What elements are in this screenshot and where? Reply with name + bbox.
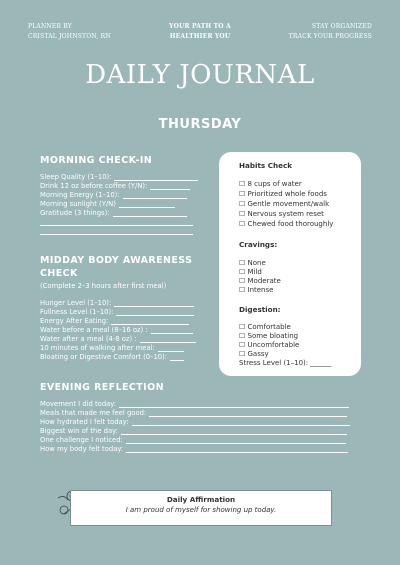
answer-line[interactable]: [113, 210, 187, 217]
answer-line[interactable]: [121, 428, 347, 435]
answer-line[interactable]: [151, 327, 193, 334]
day-label: THURSDAY: [158, 117, 242, 132]
midday-item[interactable]: Water before a meal (8–16 oz) :: [40, 326, 193, 334]
affirmation-text: I am proud of myself for showing up today.: [125, 506, 277, 514]
evening-item[interactable]: Biggest win of the day:: [40, 427, 347, 435]
craving-checkbox[interactable]: ☐ Mild: [239, 268, 262, 276]
evening-item[interactable]: How my body felt today:: [40, 445, 348, 453]
morning-item[interactable]: Gratitude (3 things):: [40, 209, 187, 217]
evening-item[interactable]: One challenge I noticed:: [40, 436, 346, 444]
stress-level-field[interactable]: Stress Level (1–10): ______: [239, 359, 332, 367]
cravings-title: Cravings:: [239, 240, 278, 249]
planner-credit: PLANNER BY CRISTAL JOHNSTON, RN: [28, 23, 111, 40]
answer-line[interactable]: [150, 183, 190, 190]
midday-section-title: MIDDAY BODY AWARENESS CHECK: [40, 255, 193, 279]
midday-item[interactable]: 10 minutes of walking after meal:: [40, 344, 184, 352]
habit-checkbox[interactable]: ☐ Nervous system reset: [239, 210, 324, 218]
midday-item[interactable]: Energy After Eating:: [40, 317, 189, 325]
evening-item[interactable]: Movement I did today:: [40, 400, 349, 408]
page-title: DAILY JOURNAL: [85, 60, 315, 90]
answer-line[interactable]: [119, 401, 349, 408]
answer-line[interactable]: [132, 419, 350, 426]
digestion-checkbox[interactable]: ☐ Some bloating: [239, 332, 299, 340]
digestion-checkbox[interactable]: ☐ Comfortable: [239, 323, 291, 331]
habit-checkbox[interactable]: ☐ Chewed food thoroughly: [239, 220, 334, 228]
affirmation-title: Daily Affirmation: [166, 495, 236, 504]
digestion-checkbox[interactable]: ☐ Uncomfortable: [239, 341, 300, 349]
answer-line[interactable]: [119, 201, 175, 208]
midday-item[interactable]: Fullness Level (1–10):: [40, 308, 194, 316]
answer-line[interactable]: [158, 345, 184, 352]
answer-line[interactable]: [40, 225, 193, 226]
answer-line[interactable]: [111, 318, 189, 325]
habits-card: [219, 152, 361, 376]
organize-tagline: STAY ORGANIZED TRACK YOUR PROGRESS: [288, 23, 372, 40]
craving-checkbox[interactable]: ☐ Moderate: [239, 277, 281, 285]
evening-section-title: EVENING REFLECTION: [40, 382, 164, 393]
morning-item[interactable]: Morning Energy (1–10):: [40, 191, 187, 199]
habits-title: Habits Check: [239, 161, 292, 170]
answer-line[interactable]: [40, 234, 193, 235]
answer-line[interactable]: [123, 192, 187, 199]
midday-note: (Complete 2–3 hours after first meal): [40, 282, 167, 290]
answer-line[interactable]: [140, 336, 196, 343]
midday-item[interactable]: Bloating or Digestive Comfort (0–10):: [40, 353, 184, 361]
midday-item[interactable]: Hunger Level (1–10):: [40, 299, 194, 307]
answer-line[interactable]: [149, 410, 347, 417]
morning-item[interactable]: Drink 12 oz before coffee (Y/N):: [40, 182, 190, 190]
habit-checkbox[interactable]: ☐ Prioritized whole foods: [239, 190, 327, 198]
craving-checkbox[interactable]: ☐ None: [239, 259, 266, 267]
midday-item[interactable]: Water after a meal (4-8 oz) :: [40, 335, 196, 343]
affirmation-box: [70, 490, 332, 526]
answer-line[interactable]: [170, 354, 184, 361]
header: [0, 22, 400, 52]
morning-item[interactable]: Morning sunlight (Y/N): [40, 200, 175, 208]
craving-checkbox[interactable]: ☐ Intense: [239, 286, 274, 294]
habit-checkbox[interactable]: ☐ 8 cups of water: [239, 180, 302, 188]
tagline: YOUR PATH TO A HEALTHIER YOU: [169, 23, 231, 40]
digestion-title: Digestion:: [239, 305, 281, 314]
evening-item[interactable]: Meals that made me feel good:: [40, 409, 347, 417]
answer-line[interactable]: [114, 174, 198, 181]
answer-line[interactable]: [114, 300, 194, 307]
habit-checkbox[interactable]: ☐ Gentle movement/walk: [239, 200, 330, 208]
answer-line[interactable]: [126, 446, 348, 453]
morning-item[interactable]: Sleep Quality (1–10):: [40, 173, 198, 181]
answer-line[interactable]: [116, 309, 194, 316]
digestion-checkbox[interactable]: ☐ Gassy: [239, 350, 269, 358]
evening-item[interactable]: How hydrated I felt today:: [40, 418, 350, 426]
morning-section-title: MORNING CHECK-IN: [40, 155, 153, 166]
answer-line[interactable]: [126, 437, 346, 444]
